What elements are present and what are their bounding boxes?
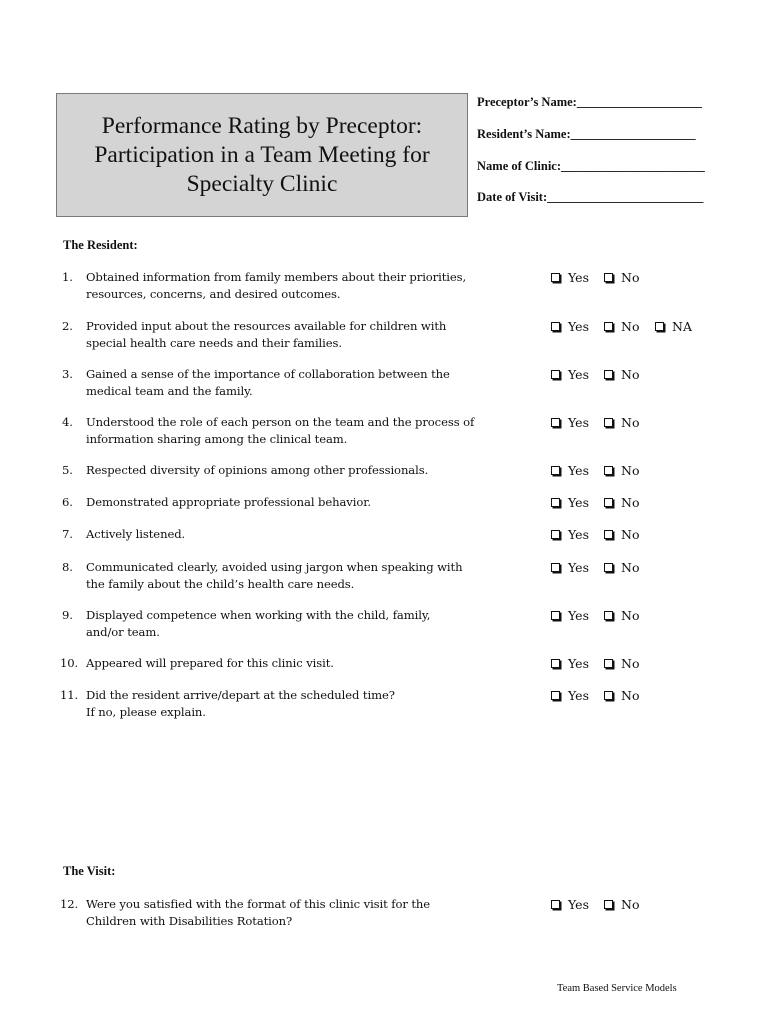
checkbox-icon	[551, 466, 560, 475]
question-2	[62, 318, 462, 352]
option-label: Yes	[568, 367, 589, 382]
form-title-line-3: Specialty Clinic	[186, 170, 338, 197]
checkbox-icon	[604, 418, 613, 427]
question-text: Provided input about the resources available for children with	[86, 319, 447, 333]
question-text: Actively listened.	[86, 527, 186, 541]
question-number: 7.	[62, 527, 73, 541]
question-text: Gained a sense of the importance of collaboration between the	[86, 367, 450, 381]
title-box	[56, 93, 468, 217]
option-label: Yes	[568, 319, 589, 334]
option-label: Yes	[568, 463, 589, 478]
question-text: Were you satisfied with the format of this clinic visit for the	[86, 897, 431, 911]
question-text: medical team and the family.	[86, 384, 253, 398]
checkbox-icon	[604, 273, 613, 282]
checkbox-icon	[604, 900, 613, 909]
form-title-line-1: Performance Rating by Preceptor:	[101, 112, 423, 139]
question-4	[62, 414, 475, 448]
checkbox-icon	[551, 563, 560, 572]
q5-no-checkbox[interactable]	[604, 462, 639, 479]
checkbox-icon	[551, 322, 560, 331]
question-number: 9.	[62, 608, 73, 622]
question-number: 8.	[62, 560, 73, 574]
checkbox-icon	[551, 530, 560, 539]
q6-yes-checkbox[interactable]	[551, 494, 589, 511]
q7-no-checkbox[interactable]	[604, 526, 639, 543]
form-title-line-2: Participation in a Team Meeting for	[94, 141, 430, 168]
q4-no-checkbox[interactable]	[604, 414, 639, 431]
q5-yes-checkbox[interactable]	[551, 462, 589, 479]
q9-no-checkbox[interactable]	[604, 607, 639, 624]
checkbox-icon	[551, 418, 560, 427]
question-number: 4.	[62, 415, 73, 429]
question-6	[62, 494, 462, 511]
q11-yes-checkbox[interactable]	[551, 687, 589, 704]
question-number: 2.	[62, 319, 73, 333]
q1-yes-checkbox[interactable]	[551, 269, 589, 286]
question-text: Children with Disabilities Rotation?	[86, 914, 293, 928]
option-label: Yes	[568, 560, 589, 575]
form-title	[94, 112, 429, 199]
q2-no-checkbox[interactable]	[604, 318, 639, 335]
option-label: No	[621, 415, 640, 430]
checkbox-icon	[551, 659, 560, 668]
option-label: No	[621, 527, 640, 542]
option-label: Yes	[568, 608, 589, 623]
q9-yes-checkbox[interactable]	[551, 607, 589, 624]
q3-no-checkbox[interactable]	[604, 366, 639, 383]
question-number: 3.	[62, 367, 73, 381]
checkbox-icon	[551, 611, 560, 620]
question-text: information sharing among the clinical team.	[86, 432, 348, 446]
q10-yes-checkbox[interactable]	[551, 655, 589, 672]
question-number: 1.	[62, 270, 73, 284]
q12-no-checkbox[interactable]	[604, 896, 639, 913]
checkbox-icon	[551, 900, 560, 909]
checkbox-icon	[604, 611, 613, 620]
question-3	[62, 366, 462, 400]
q7-yes-checkbox[interactable]	[551, 526, 589, 543]
question-text: Respected diversity of opinions among other professionals.	[86, 463, 429, 477]
checkbox-icon	[551, 498, 560, 507]
option-label: NA	[672, 319, 692, 334]
question-text: Did the resident arrive/depart at the scheduled time?	[86, 688, 395, 702]
preceptor-name-field[interactable]: Preceptor’s Name:____________________	[477, 95, 702, 109]
section-resident-heading: The Resident:	[63, 238, 138, 252]
checkbox-icon	[551, 691, 560, 700]
question-number: 5.	[62, 463, 73, 477]
option-label: No	[621, 495, 640, 510]
clinic-name-field[interactable]: Name of Clinic:_______________________	[477, 159, 705, 173]
checkbox-icon	[655, 322, 664, 331]
question-number: 12.	[60, 897, 79, 911]
q11-no-checkbox[interactable]	[604, 687, 639, 704]
option-label: Yes	[568, 270, 589, 285]
checkbox-icon	[604, 530, 613, 539]
option-label: No	[621, 608, 640, 623]
question-1	[62, 269, 467, 303]
question-number: 10.	[60, 656, 79, 670]
q1-no-checkbox[interactable]	[604, 269, 639, 286]
question-9	[62, 607, 462, 641]
question-text: Understood the role of each person on the team and the process of	[86, 415, 475, 429]
option-label: Yes	[568, 527, 589, 542]
question-text: special health care needs and their families.	[86, 336, 342, 350]
question-number: 11.	[60, 688, 79, 702]
question-text: Displayed competence when working with the child, family,	[86, 608, 431, 622]
question-text: resources, concerns, and desired outcomes.	[86, 287, 341, 301]
option-label: No	[621, 367, 640, 382]
visit-date-field[interactable]: Date of Visit:_________________________	[477, 190, 704, 204]
question-11	[62, 687, 462, 721]
q8-no-checkbox[interactable]	[604, 559, 639, 576]
question-5	[62, 462, 462, 479]
checkbox-icon	[604, 691, 613, 700]
checkbox-icon	[604, 659, 613, 668]
option-label: Yes	[568, 656, 589, 671]
question-text: Communicated clearly, avoided using jargon when speaking with	[86, 560, 463, 574]
checkbox-icon	[604, 563, 613, 572]
checkbox-icon	[551, 370, 560, 379]
option-label: No	[621, 560, 640, 575]
option-label: No	[621, 270, 640, 285]
checkbox-icon	[604, 322, 613, 331]
question-text: and/or team.	[86, 625, 160, 639]
option-label: Yes	[568, 688, 589, 703]
checkbox-icon	[551, 273, 560, 282]
q4-yes-checkbox[interactable]	[551, 414, 589, 431]
option-label: No	[621, 319, 640, 334]
question-12	[62, 896, 462, 930]
question-text: Appeared will prepared for this clinic visit.	[86, 656, 334, 670]
question-text: Obtained information from family members about their priorities,	[86, 270, 467, 284]
option-label: No	[621, 463, 640, 478]
question-text: the family about the child’s health care needs.	[86, 577, 355, 591]
option-label: Yes	[568, 495, 589, 510]
checkbox-icon	[604, 498, 613, 507]
option-label: No	[621, 656, 640, 671]
q10-no-checkbox[interactable]	[604, 655, 639, 672]
option-label: No	[621, 897, 640, 912]
question-number: 6.	[62, 495, 73, 509]
option-label: Yes	[568, 415, 589, 430]
q12-yes-checkbox[interactable]	[551, 896, 589, 913]
question-8	[62, 559, 462, 593]
q8-yes-checkbox[interactable]	[551, 559, 589, 576]
q6-no-checkbox[interactable]	[604, 494, 639, 511]
question-10	[62, 655, 462, 672]
q2-na-checkbox[interactable]	[655, 318, 692, 335]
question-text: If no, please explain.	[86, 705, 206, 719]
page-footer: Team Based Service Models	[557, 983, 677, 994]
option-label: No	[621, 688, 640, 703]
question-7	[62, 526, 462, 543]
resident-name-field[interactable]: Resident’s Name:____________________	[477, 127, 696, 141]
q2-yes-checkbox[interactable]	[551, 318, 589, 335]
question-text: Demonstrated appropriate professional behavior.	[86, 495, 371, 509]
checkbox-icon	[604, 370, 613, 379]
checkbox-icon	[604, 466, 613, 475]
q3-yes-checkbox[interactable]	[551, 366, 589, 383]
option-label: Yes	[568, 897, 589, 912]
section-visit-heading: The Visit:	[63, 864, 116, 878]
